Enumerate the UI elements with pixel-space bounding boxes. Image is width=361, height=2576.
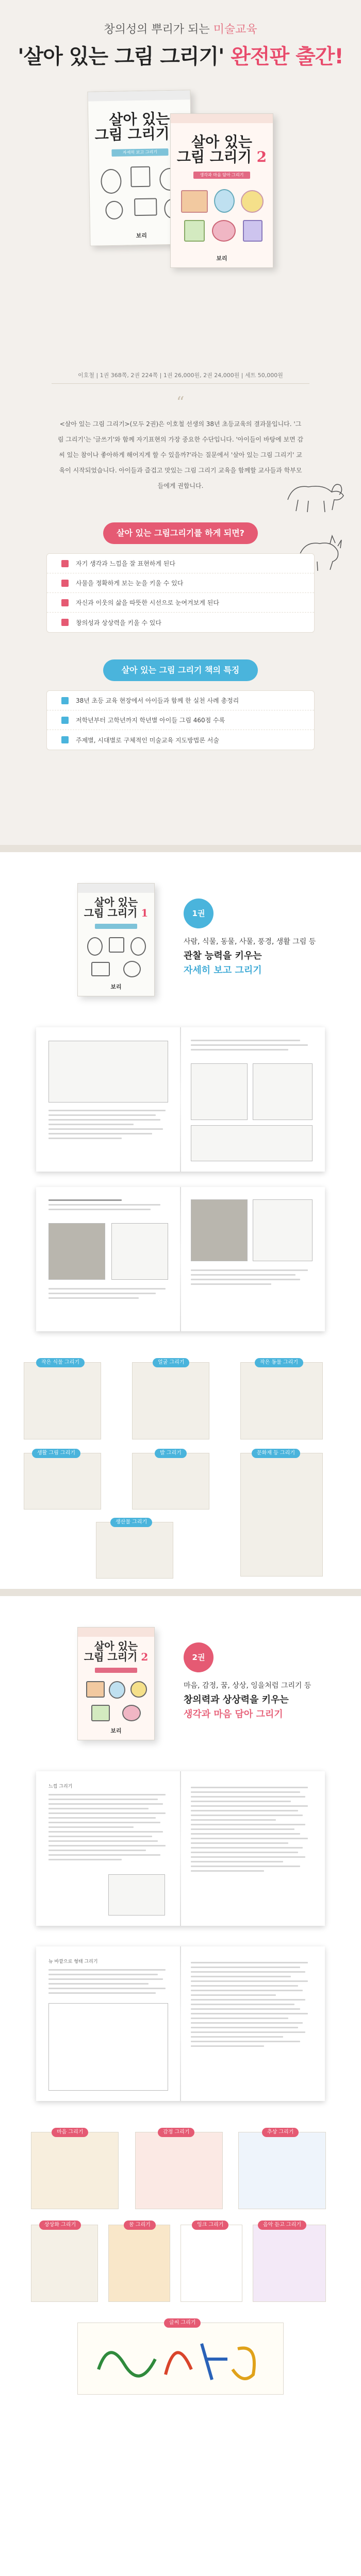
gallery-thumb — [24, 1362, 101, 1439]
gallery-tag: 발 그리기 — [155, 1449, 187, 1458]
gallery-thumb — [180, 2225, 242, 2302]
volume1-badge: 1권 — [184, 899, 214, 928]
check-icon — [61, 619, 69, 626]
book-cover-vol1-small: 살아 있는 그림 그리기 1 보리 — [77, 883, 155, 996]
check-icon — [61, 580, 69, 587]
section-separator — [0, 845, 361, 852]
benefit-item: 자기 생각과 느낌을 잘 표현하게 된다 — [47, 554, 314, 573]
volume1-description: 사람, 식물, 동물, 사물, 풍경, 생활 그림 등 관찰 능력을 키우는 자세히 보고 그리기 — [184, 938, 316, 976]
intro-paragraph: <살아 있는 그림 그리기>(모두 2권)은 이호철 선생의 38년 초등교육의 결과물입니다. '그림 그리기'는 '글쓰기'와 함께 자기표현의 가장 중요한 수단입니다. '아이들이 바탕에 보면 감씨 있는 참이나 좋아하게 해어지게 할 수 있을까?'라는 질문에서 '살아 있는 그림 그리기' 교육이 시작되었습니다. 아이들과 즐겁고 맛있는 그림 그리기 교육을 함께할 교사들과 학부모들에게 권합니다. — [57, 420, 304, 489]
gallery-thumb — [24, 1453, 101, 1510]
gallery-thumb — [31, 2132, 119, 2209]
hero-subtitle-accent: 미술교육 — [213, 23, 257, 36]
hero-title-text: '살아 있는 그림 그리기' — [18, 45, 231, 69]
gallery-tag: 마음 그리기 — [52, 2128, 88, 2137]
gallery-thumb — [238, 2132, 326, 2209]
features-card — [46, 690, 315, 750]
volume2-badge: 2권 — [184, 1642, 214, 1672]
book-spec-line: 이호철 | 1권 368쪽, 2권 224쪽 | 1권 26,000원, 2권 24,000원 | 세트 50,000원 — [78, 372, 283, 379]
volume2-spread-1 — [36, 1771, 325, 1926]
hero-subtitle — [0, 21, 361, 37]
hero-title — [0, 40, 361, 70]
gallery-tag: 추상 그리기 — [262, 2128, 299, 2137]
calligraphy-art-icon — [78, 2323, 284, 2395]
gallery-thumb — [132, 1453, 209, 1510]
section-separator — [0, 1589, 361, 1596]
gallery-thumb — [31, 2225, 98, 2302]
feature-item: 주제별, 시대별로 구체적인 미술교육 지도방법론 서술 — [47, 730, 314, 750]
hero-divider — [52, 383, 309, 384]
volume2-section — [0, 1596, 361, 2576]
book2-band: 생각과 마음 담아 그리기 — [193, 172, 251, 179]
volume2-description: 마음, 감정, 꿈, 상상, 잉을처럼 그리기 등 창의력과 상상력을 키우는 생각과 마음 담아 그리기 — [184, 1682, 311, 1720]
benefits-card — [46, 553, 315, 633]
spread-page-title: 뉴 바깥으로 형태 그리기 — [48, 1959, 98, 1964]
feature-item: 저학년부터 고학년까지 학년별 아이들 그림 460점 수록 — [47, 710, 314, 730]
dog-sketch-icon — [283, 464, 350, 515]
check-icon — [61, 736, 69, 743]
features-header: 살아 있는 그림 그리기 책의 특징 — [103, 659, 258, 681]
gallery-thumb — [240, 1362, 323, 1439]
gallery-tag: 작은 식물 그리기 — [36, 1358, 85, 1367]
book1-publisher: 보리 — [136, 232, 147, 240]
gallery-tag: 잉크 그리기 — [192, 2221, 228, 2230]
gallery-thumb — [253, 2225, 326, 2302]
gallery-tag: 생산물 그리기 — [110, 1518, 152, 1527]
hero-subtitle-text: 창의성의 뿌리가 되는 — [104, 23, 214, 36]
volume1-spread-2 — [36, 1187, 325, 1331]
volume1-spread-1 — [36, 1027, 325, 1172]
gallery-tag: 글씨 그리기 — [164, 2318, 201, 2328]
volume2-spread-2 — [36, 1946, 325, 2101]
check-icon — [61, 717, 69, 724]
gallery-thumb — [240, 1453, 323, 1577]
check-icon — [61, 599, 69, 606]
book2-publisher: 보리 — [216, 255, 227, 262]
gallery-tag: 꿈 그리기 — [124, 2221, 156, 2230]
book1-band: 자세히 보고 그리기 — [111, 148, 169, 157]
gallery-tag: 생활 그림 그리기 — [32, 1449, 80, 1458]
check-icon — [61, 560, 69, 567]
gallery-tag: 감정 그리기 — [158, 2128, 194, 2137]
gallery-tag: 문화재 등 그리기 — [252, 1449, 300, 1458]
benefit-item: 자신과 이웃의 삶을 따뜻한 시선으로 눈여겨보게 된다 — [47, 593, 314, 613]
book-cover-vol2 — [170, 113, 273, 268]
benefits-section — [0, 515, 361, 845]
check-icon — [61, 697, 69, 704]
benefit-item: 창의성과 상상력을 키울 수 있다 — [47, 613, 314, 632]
quote-mark-icon: “ — [176, 394, 185, 412]
book1-title: 살아 있는 그림 그리기 — [94, 110, 170, 144]
book-cover-vol2-small: 살아 있는 그림 그리기 2 보리 — [77, 1627, 155, 1740]
feature-item: 38년 초등 교육 현장에서 아이들과 함께 한 실천 사례 총정리 — [47, 691, 314, 710]
gallery-tag: 상상화 그리기 — [39, 2221, 81, 2230]
gallery-thumb — [77, 2323, 284, 2395]
spread-page-title: 느낌 그리기 — [48, 1784, 73, 1789]
hero-title-accent: 완전판 출간! — [231, 45, 343, 69]
gallery-tag: 작은 동물 그리기 — [255, 1358, 303, 1367]
volume1-section — [0, 852, 361, 1589]
hero-section — [0, 0, 361, 515]
gallery-thumb — [132, 1362, 209, 1439]
benefit-item: 사물을 정확하게 보는 눈을 키울 수 있다 — [47, 573, 314, 593]
gallery-thumb — [135, 2132, 223, 2209]
benefits-header: 살아 있는 그림그리기를 하게 되면? — [103, 522, 258, 544]
gallery-thumb — [96, 1522, 173, 1579]
book2-title: 살아 있는 그림 그리기 2 — [176, 133, 267, 166]
gallery-tag: 얼굴 그리기 — [153, 1358, 189, 1367]
gallery-thumb — [108, 2225, 170, 2302]
gallery-tag: 음악 듣고 그리기 — [258, 2221, 306, 2230]
